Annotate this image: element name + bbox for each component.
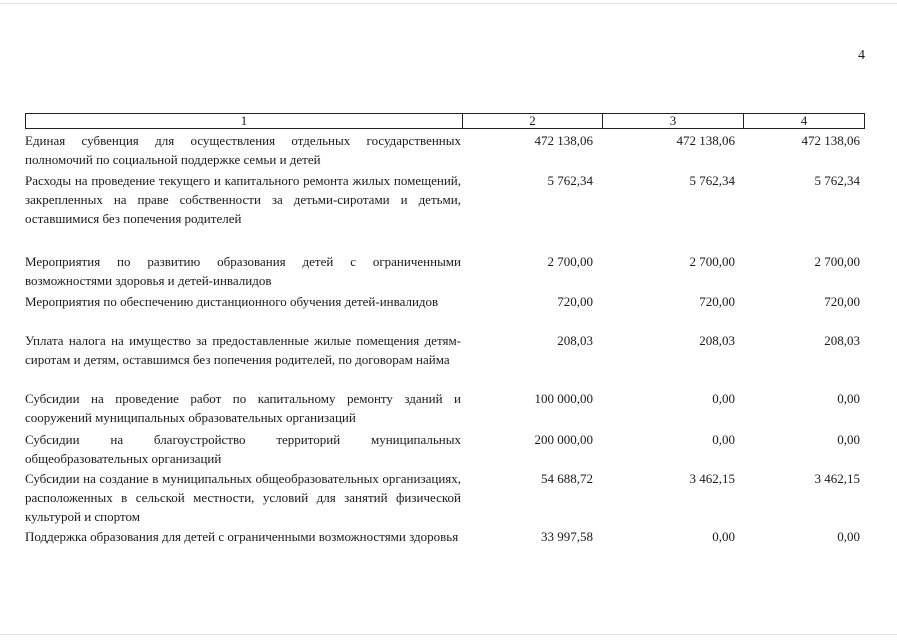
page-number: 4	[858, 48, 865, 63]
row-value-col3: 0,00	[712, 391, 735, 406]
scan-edge-bottom	[0, 634, 897, 635]
row-description: Поддержка образования для детей с ограниченными возможностями здоровья	[25, 529, 459, 544]
header-cell-4: 4	[800, 113, 808, 128]
row-value-col3: 2 700,00	[689, 254, 735, 269]
row-description: Субсидии на создание в муниципальных общеобразовательных организациях, расположенных в сельской местности, условий для занятий физической культурой и спортом	[25, 471, 461, 524]
table-header	[25, 113, 865, 129]
row-value-col2: 5 762,34	[547, 173, 593, 188]
row-value-col2: 720,00	[557, 294, 593, 309]
row-description: Мероприятия по обеспечению дистанционного обучения детей-инвалидов	[25, 294, 439, 309]
row-value-col3: 0,00	[712, 529, 735, 544]
row-value-col4: 472 138,06	[801, 133, 860, 148]
row-value-col2: 100 000,00	[534, 391, 593, 406]
row-value-col4: 0,00	[837, 529, 860, 544]
row-description: Единая субвенция для осуществления отдельных государственных полномочий по социальной поддержке семьи и детей	[25, 133, 461, 167]
row-value-col4: 0,00	[837, 391, 860, 406]
row-value-col3: 5 762,34	[689, 173, 735, 188]
header-cell-3: 3	[603, 114, 744, 128]
row-value-col4: 0,00	[837, 432, 860, 447]
row-value-col4: 5 762,34	[814, 173, 860, 188]
row-description: Уплата налога на имущество за предоставленные жилые помещения детям-сиротам и детям, оставшимся без попечения родителей, по договорам найма	[25, 333, 461, 367]
row-value-col3: 0,00	[712, 432, 735, 447]
row-value-col2: 33 997,58	[541, 529, 593, 544]
row-value-col4: 2 700,00	[814, 254, 860, 269]
scan-edge-top	[0, 3, 897, 4]
row-value-col4: 720,00	[824, 294, 860, 309]
row-value-col3: 3 462,15	[689, 471, 735, 486]
row-value-col2: 2 700,00	[547, 254, 593, 269]
row-value-col3: 720,00	[699, 294, 735, 309]
row-value-col2: 208,03	[557, 333, 593, 348]
header-cell-2: 2	[463, 114, 603, 128]
row-description: Расходы на проведение текущего и капитального ремонта жилых помещений, закрепленных на праве собственности за детьми-сиротами и детьми, оставшимися без попечения родителей	[25, 173, 461, 226]
row-value-col2: 472 138,06	[534, 133, 593, 148]
row-value-col4: 208,03	[824, 333, 860, 348]
row-description: Субсидии на благоустройство территорий муниципальных общеобразовательных организаций	[25, 432, 461, 466]
header-cell-1: 1	[26, 114, 463, 128]
row-value-col3: 472 138,06	[676, 133, 735, 148]
row-description: Субсидии на проведение работ по капитальному ремонту зданий и сооружений муниципальных образовательных организаций	[25, 391, 461, 425]
row-description: Мероприятия по развитию образования детей с ограниченными возможностями здоровья и детей-инвалидов	[25, 254, 461, 288]
row-value-col3: 208,03	[699, 333, 735, 348]
row-value-col4: 3 462,15	[814, 471, 860, 486]
row-value-col2: 200 000,00	[534, 432, 593, 447]
row-value-col2: 54 688,72	[541, 471, 593, 486]
